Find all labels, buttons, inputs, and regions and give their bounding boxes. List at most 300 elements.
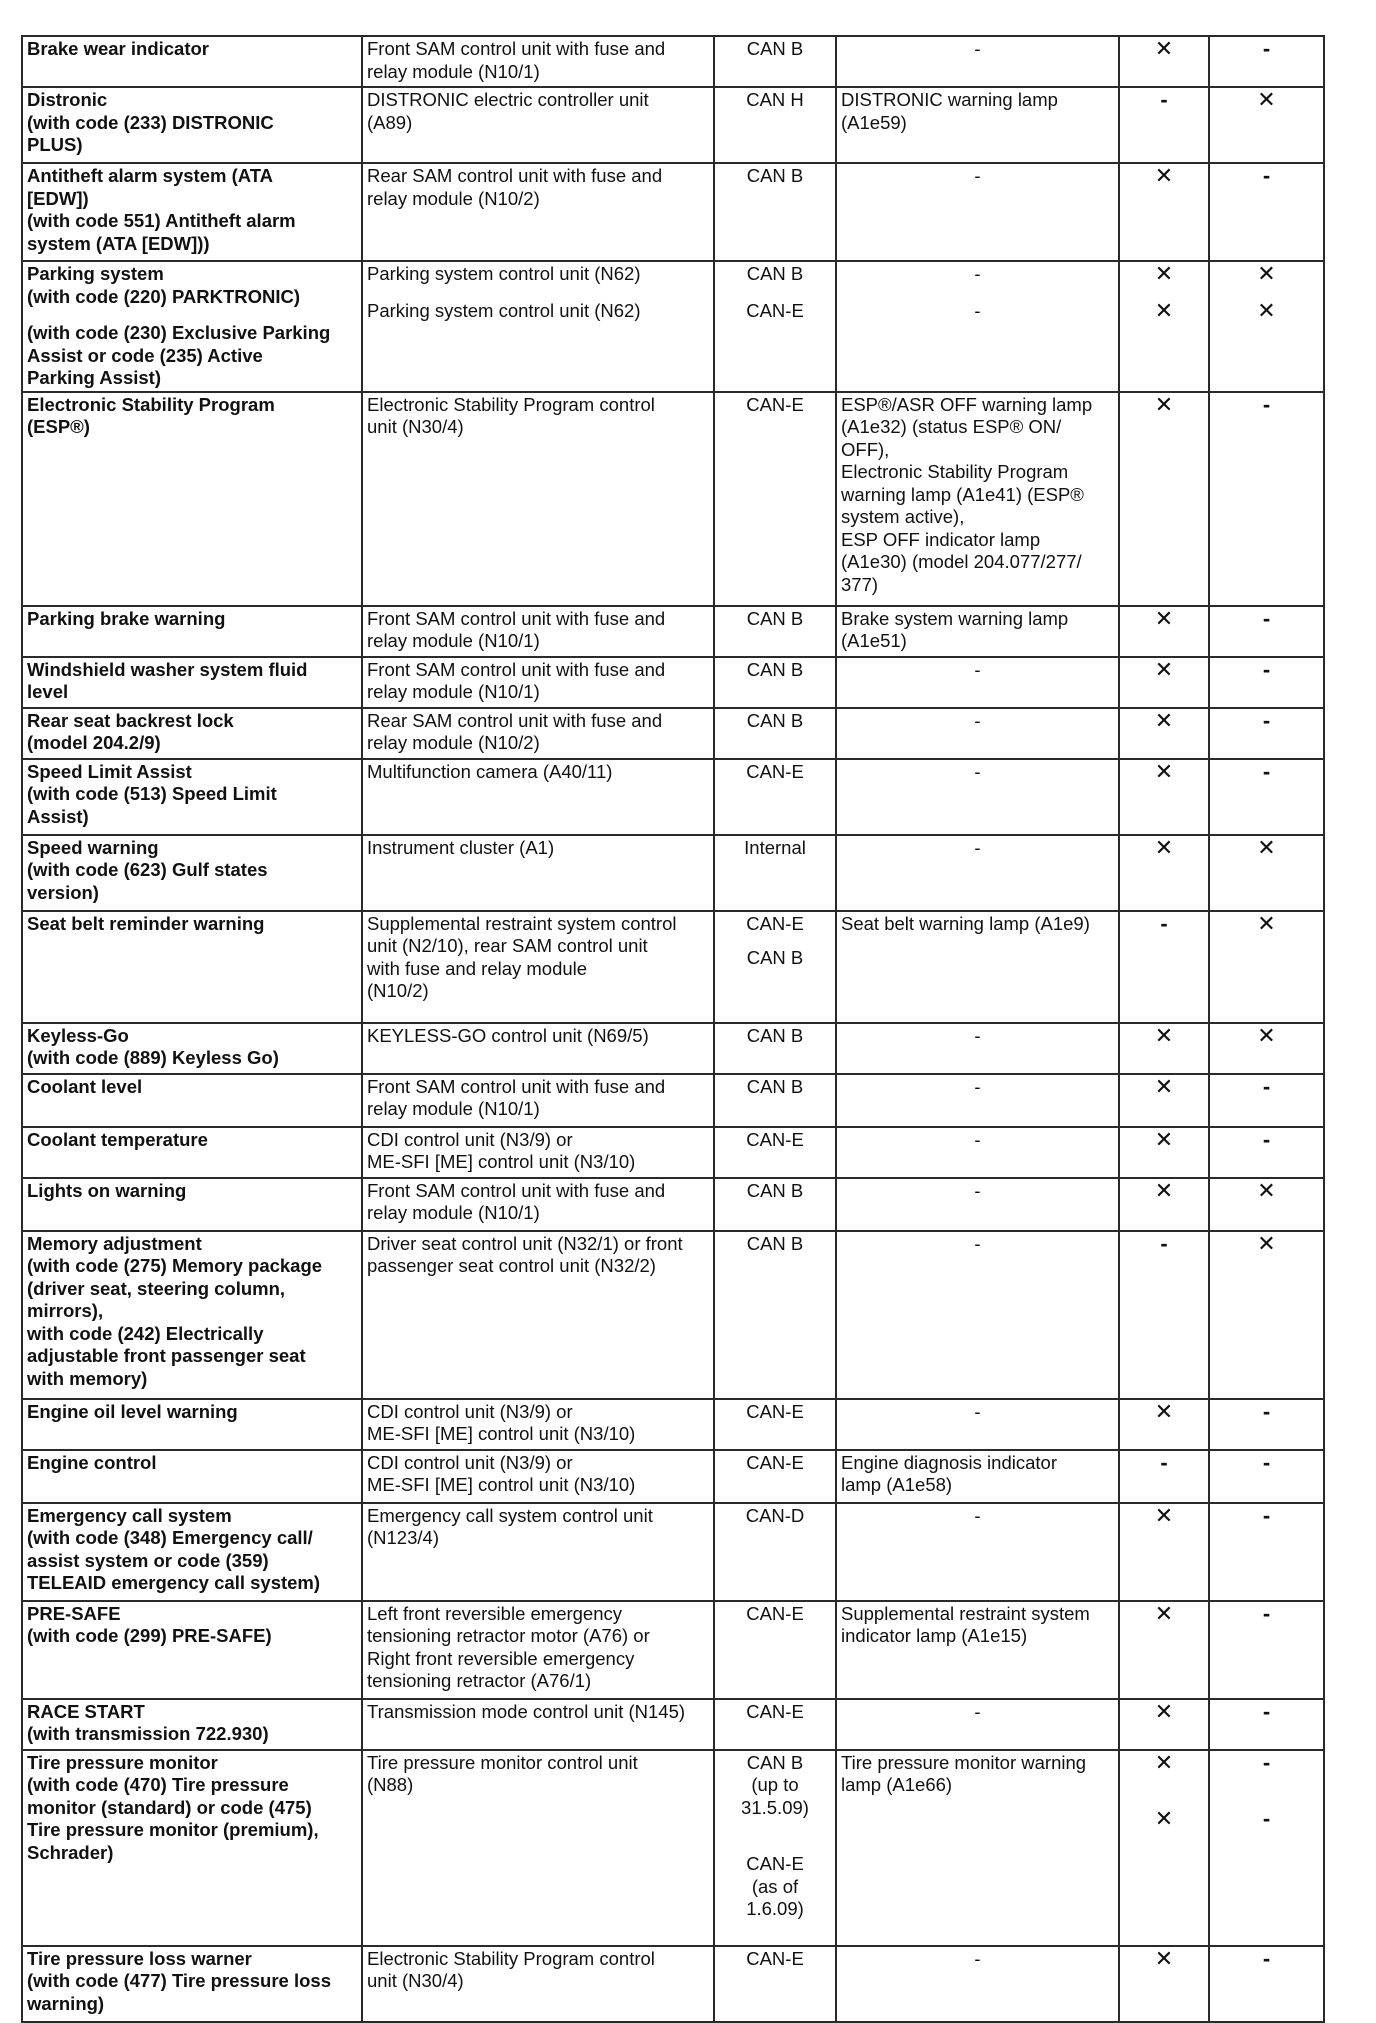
control-unit-cell-text: Tire pressure monitor control unit (N88) <box>367 1751 638 1795</box>
function-cell <box>22 261 362 392</box>
display-cell <box>1119 657 1209 708</box>
function-cell <box>22 1178 362 1231</box>
table-row <box>22 163 1324 261</box>
display-cell-text: ✕ <box>1154 1945 1174 1971</box>
control-unit-cell-text: DISTRONIC electric controller unit (A89) <box>367 89 649 133</box>
bus-cell-text-secondary: CAN B <box>746 947 804 968</box>
function-cell <box>22 1127 362 1178</box>
indicator-cell-text: Supplemental restraint system indicator lamp (A1e15) <box>841 1602 1090 1646</box>
function-cell <box>22 708 362 759</box>
indicator-cell-text: - <box>974 1128 981 1150</box>
bus-cell-text: Internal <box>744 836 806 858</box>
indicator-cell-text: - <box>974 760 981 782</box>
indicator-cell-text: Engine diagnosis indicator lamp (A1e58) <box>841 1451 1057 1495</box>
bus-cell-text: CAN-E <box>746 1700 804 1722</box>
display-cell-text: - <box>1160 910 1168 936</box>
display-cell <box>1119 1178 1209 1231</box>
indicator-cell-text: - <box>974 1232 981 1254</box>
acoustic-cell-text: ✕ <box>1257 1022 1276 1048</box>
function-cell-text: Emergency call system (with code (348) Emergency call/ assist system or code (359) TELEAID emergency call system) <box>27 1504 321 1593</box>
control-unit-cell-text: Instrument cluster (A1) <box>367 836 555 858</box>
table-row <box>22 708 1324 759</box>
indicator-cell <box>836 1178 1119 1231</box>
control-unit-cell-text: CDI control unit (N3/9) or ME-SFI [ME] control unit (N3/10) <box>367 1451 636 1495</box>
table-row <box>22 1231 1324 1399</box>
bus-cell <box>714 36 836 87</box>
bus-cell-text: CAN B <box>746 263 804 284</box>
table-row <box>22 261 1324 392</box>
display-cell-text: ✕ <box>1154 261 1174 286</box>
bus-cell-text: CAN-E <box>746 1400 804 1422</box>
display-cell <box>1119 835 1209 911</box>
function-cell <box>22 1503 362 1601</box>
indicator-cell-text: - <box>974 263 981 284</box>
function-cell-text: Windshield washer system fluid level <box>27 658 308 702</box>
bus-cell <box>714 708 836 759</box>
acoustic-cell-text: ✕ <box>1257 87 1276 112</box>
control-unit-cell <box>362 1503 714 1601</box>
indicator-cell-text: ESP®/ASR OFF warning lamp (A1e32) (status ESP® ON/ OFF), Electronic Stability Program warning lamp (A1e41) (ESP® system active), ESP OFF indicator lamp (A1e30) (model 204.077/277/ 377) <box>841 393 1093 595</box>
table-row <box>22 1503 1324 1601</box>
table-row <box>22 1178 1324 1231</box>
control-unit-cell-text: Driver seat control unit (N32/1) or front passenger seat control unit (N32/2) <box>367 1232 683 1276</box>
function-cell-text: Lights on warning <box>27 1179 187 1201</box>
control-unit-cell <box>362 392 714 606</box>
control-unit-cell-text: Front SAM control unit with fuse and relay module (N10/1) <box>367 607 666 651</box>
bus-cell <box>714 1399 836 1450</box>
control-unit-cell <box>362 1178 714 1231</box>
function-cell-text: Parking system (with code (220) PARKTRONIC) <box>27 263 301 307</box>
function-cell <box>22 911 362 1023</box>
display-cell-text: ✕ <box>1154 605 1174 631</box>
indicator-cell-text: DISTRONIC warning lamp (A1e59) <box>841 89 1058 133</box>
acoustic-cell-text: ✕ <box>1257 910 1276 936</box>
indicator-cell-text: - <box>974 836 981 858</box>
function-cell-text: Parking brake warning <box>27 607 226 629</box>
acoustic-cell <box>1209 1127 1324 1178</box>
function-cell-text: Coolant level <box>27 1075 143 1097</box>
display-cell <box>1119 36 1209 87</box>
control-unit-cell-text: Multifunction camera (A40/11) <box>367 760 613 782</box>
bus-cell <box>714 1127 836 1178</box>
bus-cell <box>714 1023 836 1074</box>
control-unit-cell-text: Front SAM control unit with fuse and relay module (N10/1) <box>367 1075 666 1119</box>
display-cell <box>1119 1946 1209 2022</box>
display-cell <box>1119 1127 1209 1178</box>
bus-cell-text: CAN-E <box>746 1451 804 1473</box>
indicator-cell-text: - <box>974 1400 981 1422</box>
bus-cell-text: CAN-E <box>746 760 804 782</box>
control-unit-cell <box>362 1946 714 2022</box>
bus-cell <box>714 163 836 261</box>
display-cell <box>1119 1074 1209 1127</box>
display-cell <box>1119 1750 1209 1946</box>
function-cell-text-secondary: (with code (230) Exclusive Parking Assist or code (235) Active Parking Assist) <box>27 322 331 388</box>
table-row <box>22 606 1324 657</box>
table-row <box>22 392 1324 606</box>
function-cell-text: Rear seat backrest lock (model 204.2/9) <box>27 709 234 753</box>
control-unit-cell <box>362 1601 714 1699</box>
control-unit-cell-text: Left front reversible emergency tensioning retractor motor (A76) or Right front reversible emergency tensioning retractor (A76/1) <box>367 1602 650 1691</box>
indicator-cell <box>836 657 1119 708</box>
bus-cell <box>714 606 836 657</box>
control-unit-cell-text-secondary: Parking system control unit (N62) <box>367 299 641 321</box>
control-unit-cell <box>362 36 714 87</box>
indicator-cell <box>836 1750 1119 1946</box>
control-unit-cell-text: Parking system control unit (N62) <box>367 263 641 284</box>
acoustic-cell <box>1209 708 1324 759</box>
indicator-cell <box>836 1946 1119 2022</box>
indicator-cell-text: - <box>974 709 981 731</box>
control-unit-cell <box>362 1399 714 1450</box>
acoustic-cell-text: - <box>1262 1502 1271 1528</box>
indicator-cell-text: - <box>974 165 981 186</box>
acoustic-cell <box>1209 392 1324 606</box>
acoustic-cell-text: - <box>1262 1749 1271 1775</box>
acoustic-cell-text-secondary: - <box>1262 1806 1271 1831</box>
display-cell-text: ✕ <box>1154 707 1174 733</box>
function-cell <box>22 36 362 87</box>
indicator-cell <box>836 1450 1119 1503</box>
acoustic-cell-text-secondary: ✕ <box>1257 297 1276 323</box>
indicator-cell-text: Seat belt warning lamp (A1e9) <box>841 912 1090 934</box>
function-cell-text: Tire pressure monitor (with code (470) Tire pressure monitor (standard) or code (475) Tire pressure monitor (premium), Schrader) <box>27 1751 319 1863</box>
control-unit-cell-text: CDI control unit (N3/9) or ME-SFI [ME] control unit (N3/10) <box>367 1128 636 1172</box>
indicator-cell <box>836 606 1119 657</box>
bus-cell <box>714 1503 836 1601</box>
acoustic-cell <box>1209 606 1324 657</box>
function-cell-text: Keyless-Go (with code (889) Keyless Go) <box>27 1024 279 1068</box>
display-cell <box>1119 1601 1209 1699</box>
acoustic-cell-text: - <box>1262 1698 1271 1724</box>
display-cell-text: ✕ <box>1154 36 1174 61</box>
bus-cell <box>714 87 836 163</box>
bus-cell <box>714 759 836 835</box>
bus-cell-text-secondary: CAN-E (as of 1.6.09) <box>746 1853 804 1919</box>
control-unit-cell-text: Front SAM control unit with fuse and relay module (N10/1) <box>367 658 666 702</box>
bus-cell-text: CAN-E <box>746 393 804 415</box>
bus-cell-text: CAN B <box>746 1179 804 1201</box>
bus-cell <box>714 1601 836 1699</box>
acoustic-cell-text: ✕ <box>1257 834 1276 860</box>
table-row <box>22 759 1324 835</box>
display-cell-text: ✕ <box>1154 1698 1174 1724</box>
control-unit-cell-text: Electronic Stability Program control unit (N30/4) <box>367 1947 655 1991</box>
display-cell-text: - <box>1160 1230 1168 1256</box>
display-cell <box>1119 87 1209 163</box>
acoustic-cell-text: ✕ <box>1257 1177 1276 1203</box>
function-cell <box>22 1750 362 1946</box>
indicator-cell-text: - <box>974 1700 981 1722</box>
indicator-cell-text: - <box>974 1504 981 1526</box>
acoustic-cell-text: - <box>1262 605 1271 631</box>
indicator-cell <box>836 911 1119 1023</box>
control-unit-cell-text: KEYLESS-GO control unit (N69/5) <box>367 1024 649 1046</box>
table-row <box>22 1946 1324 2022</box>
bus-cell-text: CAN B <box>746 709 804 731</box>
control-unit-cell <box>362 1750 714 1946</box>
display-cell-text: - <box>1160 1449 1168 1475</box>
control-unit-cell-text: Rear SAM control unit with fuse and relay module (N10/2) <box>367 709 663 753</box>
function-cell <box>22 759 362 835</box>
function-cell-text: Engine control <box>27 1451 157 1473</box>
function-cell <box>22 1450 362 1503</box>
acoustic-cell <box>1209 36 1324 87</box>
acoustic-cell <box>1209 1503 1324 1601</box>
display-cell-text: ✕ <box>1154 1398 1174 1424</box>
function-cell-text: Memory adjustment (with code (275) Memory package (driver seat, steering column, mirrors), with code (242) Electrically adjustable front passenger seat with memory) <box>27 1232 323 1389</box>
control-unit-cell-text: Supplemental restraint system control unit (N2/10), rear SAM control unit with fuse and relay module (N10/2) <box>367 912 677 1001</box>
control-unit-cell <box>362 657 714 708</box>
bus-cell-text: CAN B <box>746 1024 804 1046</box>
indicator-cell <box>836 1699 1119 1750</box>
function-cell <box>22 163 362 261</box>
table-row <box>22 1399 1324 1450</box>
indicator-cell-text: Tire pressure monitor warning lamp (A1e66) <box>841 1751 1087 1795</box>
display-cell <box>1119 163 1209 261</box>
display-cell-text: ✕ <box>1154 758 1174 784</box>
table-row <box>22 1127 1324 1178</box>
control-unit-cell <box>362 911 714 1023</box>
bus-cell <box>714 1450 836 1503</box>
acoustic-cell-text: - <box>1262 1126 1271 1152</box>
function-cell <box>22 1074 362 1127</box>
acoustic-cell <box>1209 1074 1324 1127</box>
function-cell-text: Seat belt reminder warning <box>27 912 265 934</box>
control-unit-cell <box>362 1127 714 1178</box>
table-row <box>22 1601 1324 1699</box>
function-cell-text: Antitheft alarm system (ATA [EDW]) (with code 551) Antitheft alarm system (ATA [EDW])) <box>27 165 296 254</box>
display-cell <box>1119 1231 1209 1399</box>
bus-cell-text-secondary: CAN-E <box>746 299 804 321</box>
display-cell <box>1119 392 1209 606</box>
control-unit-cell <box>362 1450 714 1503</box>
display-cell-text: ✕ <box>1154 1022 1174 1048</box>
acoustic-cell-text: - <box>1262 1945 1271 1971</box>
signal-table <box>21 35 1325 2023</box>
bus-cell-text: CAN B <box>746 1075 804 1097</box>
acoustic-cell-text: ✕ <box>1257 1230 1276 1256</box>
display-cell-text: - <box>1160 87 1168 112</box>
acoustic-cell <box>1209 1023 1324 1074</box>
display-cell-text: ✕ <box>1154 1073 1174 1099</box>
acoustic-cell <box>1209 163 1324 261</box>
table-row <box>22 1074 1324 1127</box>
table-row <box>22 87 1324 163</box>
display-cell-text: ✕ <box>1154 163 1174 188</box>
indicator-cell <box>836 87 1119 163</box>
display-cell <box>1119 911 1209 1023</box>
bus-cell <box>714 392 836 606</box>
control-unit-cell-text: Front SAM control unit with fuse and relay module (N10/1) <box>367 38 666 82</box>
display-cell-text: ✕ <box>1154 1177 1174 1203</box>
function-cell-text: Tire pressure loss warner (with code (477) Tire pressure loss warning) <box>27 1947 331 2014</box>
function-cell <box>22 392 362 606</box>
function-cell <box>22 657 362 708</box>
indicator-cell <box>836 392 1119 606</box>
indicator-cell <box>836 1399 1119 1450</box>
bus-cell <box>714 1699 836 1750</box>
control-unit-cell <box>362 1699 714 1750</box>
acoustic-cell <box>1209 1946 1324 2022</box>
function-cell <box>22 606 362 657</box>
table-row <box>22 36 1324 87</box>
acoustic-cell-text: - <box>1262 1449 1271 1475</box>
function-cell-text: Speed Limit Assist (with code (513) Speed Limit Assist) <box>27 760 277 827</box>
acoustic-cell <box>1209 657 1324 708</box>
indicator-cell <box>836 1127 1119 1178</box>
display-cell-text: ✕ <box>1154 1126 1174 1152</box>
control-unit-cell <box>362 835 714 911</box>
function-cell <box>22 835 362 911</box>
table-row <box>22 1699 1324 1750</box>
bus-cell-text: CAN H <box>746 89 804 110</box>
acoustic-cell <box>1209 1178 1324 1231</box>
control-unit-cell <box>362 1231 714 1399</box>
acoustic-cell <box>1209 1231 1324 1399</box>
indicator-cell <box>836 163 1119 261</box>
acoustic-cell <box>1209 1601 1324 1699</box>
indicator-cell-text-secondary: - <box>974 299 981 321</box>
indicator-cell <box>836 36 1119 87</box>
table-body <box>22 36 1324 2022</box>
bus-cell <box>714 835 836 911</box>
acoustic-cell-text: - <box>1262 163 1271 188</box>
display-cell-text-secondary: ✕ <box>1154 297 1174 323</box>
control-unit-cell-text: CDI control unit (N3/9) or ME-SFI [ME] control unit (N3/10) <box>367 1400 636 1444</box>
acoustic-cell-text: - <box>1262 1073 1271 1099</box>
display-cell <box>1119 1023 1209 1074</box>
table-row <box>22 911 1324 1023</box>
acoustic-cell-text: - <box>1262 758 1271 784</box>
acoustic-cell <box>1209 835 1324 911</box>
acoustic-cell-text: - <box>1262 707 1271 733</box>
table-row <box>22 1023 1324 1074</box>
control-unit-cell-text: Electronic Stability Program control unit (N30/4) <box>367 393 655 437</box>
display-cell-text: ✕ <box>1154 391 1174 417</box>
bus-cell <box>714 1074 836 1127</box>
function-cell-text: Distronic (with code (233) DISTRONIC PLUS) <box>27 89 274 155</box>
acoustic-cell <box>1209 1750 1324 1946</box>
function-cell-text: PRE-SAFE (with code (299) PRE-SAFE) <box>27 1602 272 1646</box>
acoustic-cell <box>1209 261 1324 392</box>
display-cell-text: ✕ <box>1154 656 1174 682</box>
display-cell <box>1119 261 1209 392</box>
display-cell-text: ✕ <box>1154 1749 1174 1775</box>
bus-cell <box>714 1750 836 1946</box>
bus-cell-text: CAN-E <box>746 912 804 934</box>
bus-cell-text: CAN B (up to 31.5.09) <box>741 1751 809 1818</box>
acoustic-cell-text: - <box>1262 1600 1271 1626</box>
table-row <box>22 835 1324 911</box>
display-cell <box>1119 1450 1209 1503</box>
acoustic-cell-text: ✕ <box>1257 261 1276 286</box>
indicator-cell <box>836 1074 1119 1127</box>
acoustic-cell-text: - <box>1262 656 1271 682</box>
function-cell <box>22 1399 362 1450</box>
function-cell-text: Speed warning (with code (623) Gulf states version) <box>27 836 268 903</box>
bus-cell-text: CAN B <box>746 658 804 680</box>
indicator-cell-text: - <box>974 38 981 59</box>
display-cell <box>1119 1503 1209 1601</box>
indicator-cell-text: - <box>974 658 981 680</box>
bus-cell-text: CAN B <box>746 1232 804 1254</box>
indicator-cell <box>836 1601 1119 1699</box>
bus-cell <box>714 657 836 708</box>
bus-cell <box>714 911 836 1023</box>
acoustic-cell <box>1209 759 1324 835</box>
bus-cell-text: CAN B <box>746 165 804 186</box>
display-cell <box>1119 1399 1209 1450</box>
indicator-cell-text: - <box>974 1024 981 1046</box>
display-cell <box>1119 759 1209 835</box>
control-unit-cell <box>362 708 714 759</box>
display-cell-text: ✕ <box>1154 1502 1174 1528</box>
control-unit-cell-text: Rear SAM control unit with fuse and relay module (N10/2) <box>367 165 663 209</box>
indicator-cell <box>836 708 1119 759</box>
indicator-cell <box>836 261 1119 392</box>
indicator-cell <box>836 835 1119 911</box>
acoustic-cell <box>1209 911 1324 1023</box>
control-unit-cell <box>362 87 714 163</box>
bus-cell-text: CAN B <box>746 607 804 629</box>
acoustic-cell-text: - <box>1262 36 1271 61</box>
control-unit-cell-text: Front SAM control unit with fuse and relay module (N10/1) <box>367 1179 666 1223</box>
function-cell <box>22 87 362 163</box>
function-cell <box>22 1699 362 1750</box>
acoustic-cell-text: - <box>1262 391 1271 417</box>
function-cell <box>22 1231 362 1399</box>
acoustic-cell <box>1209 1399 1324 1450</box>
acoustic-cell <box>1209 1699 1324 1750</box>
function-cell <box>22 1601 362 1699</box>
display-cell-text-secondary: ✕ <box>1154 1806 1174 1831</box>
acoustic-cell <box>1209 87 1324 163</box>
function-cell-text: RACE START (with transmission 722.930) <box>27 1700 269 1744</box>
table-row <box>22 657 1324 708</box>
control-unit-cell <box>362 261 714 392</box>
control-unit-cell <box>362 163 714 261</box>
function-cell <box>22 1946 362 2022</box>
function-cell <box>22 1023 362 1074</box>
bus-cell <box>714 1178 836 1231</box>
control-unit-cell-text: Emergency call system control unit (N123/4) <box>367 1504 653 1548</box>
function-cell-text: Electronic Stability Program (ESP®) <box>27 393 275 437</box>
display-cell-text: ✕ <box>1154 1600 1174 1626</box>
control-unit-cell <box>362 1023 714 1074</box>
table-row <box>22 1450 1324 1503</box>
indicator-cell-text: - <box>974 1947 981 1969</box>
indicator-cell-text: - <box>974 1179 981 1201</box>
indicator-cell <box>836 1023 1119 1074</box>
display-cell-text: ✕ <box>1154 834 1174 860</box>
display-cell <box>1119 708 1209 759</box>
indicator-cell <box>836 1503 1119 1601</box>
control-unit-cell <box>362 606 714 657</box>
bus-cell-text: CAN-D <box>745 1504 805 1526</box>
bus-cell <box>714 1946 836 2022</box>
indicator-cell <box>836 1231 1119 1399</box>
bus-cell-text: CAN-E <box>746 1947 804 1969</box>
control-unit-cell <box>362 759 714 835</box>
table-row <box>22 1750 1324 1946</box>
bus-cell <box>714 261 836 392</box>
bus-cell-text: CAN-E <box>746 1128 804 1150</box>
control-unit-cell-text: Transmission mode control unit (N145) <box>367 1700 686 1722</box>
function-cell-text: Coolant temperature <box>27 1128 208 1150</box>
indicator-cell-text: Brake system warning lamp (A1e51) <box>841 607 1069 651</box>
display-cell <box>1119 1699 1209 1750</box>
